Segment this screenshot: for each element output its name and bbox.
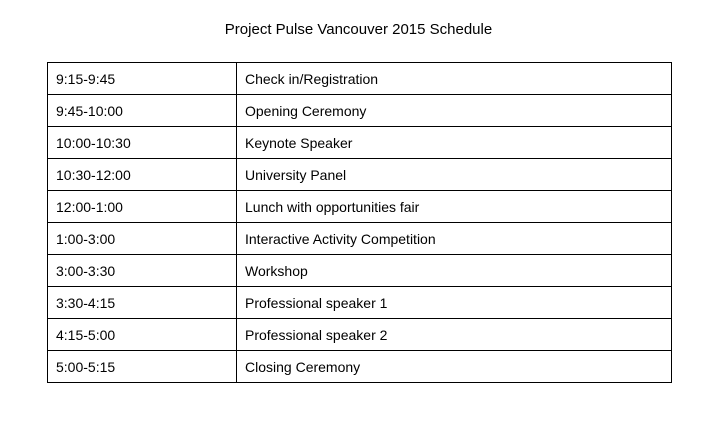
event-cell: Check in/Registration [237, 63, 672, 95]
time-cell: 10:00-10:30 [48, 127, 237, 159]
table-row [48, 319, 672, 351]
event-cell: Opening Ceremony [237, 95, 672, 127]
event-cell: University Panel [237, 159, 672, 191]
time-cell: 3:00-3:30 [48, 255, 237, 287]
table-row [48, 287, 672, 319]
table-row [48, 95, 672, 127]
table-row [48, 255, 672, 287]
table-row [48, 191, 672, 223]
time-cell: 10:30-12:00 [48, 159, 237, 191]
document-title: Project Pulse Vancouver 2015 Schedule [224, 21, 493, 38]
time-cell: 9:15-9:45 [48, 63, 237, 95]
table-row [48, 159, 672, 191]
event-cell: Workshop [237, 255, 672, 287]
time-cell: 3:30-4:15 [48, 287, 237, 319]
event-cell: Professional speaker 1 [237, 287, 672, 319]
event-cell: Professional speaker 2 [237, 319, 672, 351]
event-cell: Lunch with opportunities fair [237, 191, 672, 223]
event-cell: Closing Ceremony [237, 351, 672, 383]
table-row [48, 351, 672, 383]
time-cell: 12:00-1:00 [48, 191, 237, 223]
time-cell: 4:15-5:00 [48, 319, 237, 351]
time-cell: 1:00-3:00 [48, 223, 237, 255]
table-row [48, 127, 672, 159]
table-row [48, 63, 672, 95]
schedule-table [47, 62, 672, 383]
event-cell: Interactive Activity Competition [237, 223, 672, 255]
time-cell: 5:00-5:15 [48, 351, 237, 383]
table-row [48, 223, 672, 255]
event-cell: Keynote Speaker [237, 127, 672, 159]
time-cell: 9:45-10:00 [48, 95, 237, 127]
